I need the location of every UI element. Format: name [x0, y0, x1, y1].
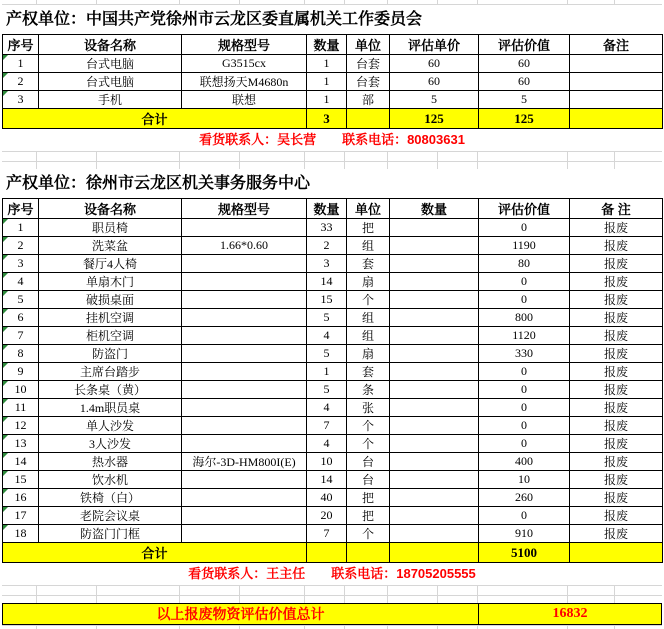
cell: 260: [479, 489, 570, 507]
seq-cell: 17: [3, 507, 39, 525]
header-row: [3, 199, 663, 219]
sheet1-title: 产权单位：中国共产党徐州市云龙区委直属机关工作委员会: [6, 11, 423, 28]
cell: [390, 363, 479, 381]
table-row: [3, 453, 663, 471]
cell: 条: [347, 381, 390, 399]
cell: 20: [307, 507, 347, 525]
total-unit: [347, 109, 390, 129]
cell: 把: [347, 489, 390, 507]
total-unit-price: 125: [390, 109, 479, 129]
cell: 10: [479, 471, 570, 489]
cell: 4: [307, 435, 347, 453]
cell: 扇: [347, 273, 390, 291]
cell: 报废: [570, 345, 663, 363]
cell: 防盗门门框: [39, 525, 182, 543]
cell: [182, 255, 307, 273]
equipment-table-2: [2, 198, 663, 563]
table-row: [3, 525, 663, 543]
seq-cell: 2: [3, 237, 39, 255]
cell: 铁椅（白）: [39, 489, 182, 507]
seq-cell: 1: [3, 55, 39, 73]
cell: 台套: [347, 55, 390, 73]
table-row: [3, 489, 663, 507]
cell: 15: [307, 291, 347, 309]
cell: 长条桌（黄）: [39, 381, 182, 399]
cell: [390, 417, 479, 435]
cell: [390, 453, 479, 471]
seq-cell: 3: [3, 91, 39, 109]
table-row: [3, 219, 663, 237]
total-value: 5100: [479, 543, 570, 563]
column-header: 评估单价: [390, 35, 479, 55]
table-row: [3, 381, 663, 399]
total-qty: [307, 543, 347, 563]
seq-cell: 8: [3, 345, 39, 363]
total-note: [570, 543, 663, 563]
cell: 14: [307, 471, 347, 489]
cell: 报废: [570, 489, 663, 507]
cell: 个: [347, 291, 390, 309]
cell: 60: [479, 55, 570, 73]
cell: 5: [479, 91, 570, 109]
table-row: [3, 345, 663, 363]
cell: 0: [479, 507, 570, 525]
cell: [390, 381, 479, 399]
cell: 把: [347, 507, 390, 525]
table-row: [3, 255, 663, 273]
table-row: [3, 91, 663, 109]
cell: 报废: [570, 507, 663, 525]
column-header: 设备名称: [39, 35, 182, 55]
cell: 洗菜盆: [39, 237, 182, 255]
cell: 80: [479, 255, 570, 273]
table-row: [3, 417, 663, 435]
cell: 报废: [570, 399, 663, 417]
seq-cell: 18: [3, 525, 39, 543]
cell: 台: [347, 453, 390, 471]
cell: 单人沙发: [39, 417, 182, 435]
seq-cell: 11: [3, 399, 39, 417]
cell: 单扇木门: [39, 273, 182, 291]
equipment-table-1: [2, 34, 663, 129]
cell: 33: [307, 219, 347, 237]
table1-header: [3, 35, 663, 55]
total-note: [570, 109, 663, 129]
cell: [390, 489, 479, 507]
cell: 7: [307, 525, 347, 543]
cell: 把: [347, 219, 390, 237]
cell: 套: [347, 255, 390, 273]
column-header: 数量: [390, 199, 479, 219]
table-row: [3, 309, 663, 327]
column-header: 序号: [3, 199, 39, 219]
cell: 热水器: [39, 453, 182, 471]
grid-gap: [2, 151, 662, 169]
cell: 报废: [570, 219, 663, 237]
cell: 台套: [347, 73, 390, 91]
cell: [570, 73, 663, 91]
cell: 0: [479, 435, 570, 453]
seq-cell: 5: [3, 291, 39, 309]
table1-body: [3, 55, 663, 109]
cell: 柜机空调: [39, 327, 182, 345]
cell: 老院会议桌: [39, 507, 182, 525]
cell: [182, 291, 307, 309]
table2-total: [3, 543, 663, 563]
cell: 报废: [570, 435, 663, 453]
cell: 职员椅: [39, 219, 182, 237]
cell: 饮水机: [39, 471, 182, 489]
seq-cell: 10: [3, 381, 39, 399]
cell: [390, 471, 479, 489]
seq-cell: 15: [3, 471, 39, 489]
cell: 0: [479, 219, 570, 237]
cell: 40: [307, 489, 347, 507]
cell: [182, 435, 307, 453]
cell: 400: [479, 453, 570, 471]
cell: 0: [479, 417, 570, 435]
cell: [182, 525, 307, 543]
column-header: 规格型号: [182, 35, 307, 55]
cell: 60: [479, 73, 570, 91]
cell: G3515cx: [182, 55, 307, 73]
cell: [182, 417, 307, 435]
cell: 1: [307, 363, 347, 381]
table-row: [3, 363, 663, 381]
total-qty2: [390, 543, 479, 563]
cell: 4: [307, 327, 347, 345]
cell: 报废: [570, 291, 663, 309]
cell: 个: [347, 435, 390, 453]
cell: 张: [347, 399, 390, 417]
cell: 联想: [182, 91, 307, 109]
table-row: [3, 327, 663, 345]
column-header: 单位: [347, 35, 390, 55]
cell: 1: [307, 73, 347, 91]
cell: 报废: [570, 327, 663, 345]
column-header: 单位: [347, 199, 390, 219]
cell: [390, 219, 479, 237]
contact-line-1: 看货联系人：吴长营 联系电话：80803631: [199, 132, 465, 147]
cell: 海尔-3D-HM800I(E): [182, 453, 307, 471]
cell: 挂机空调: [39, 309, 182, 327]
seq-cell: 3: [3, 255, 39, 273]
cell: 0: [479, 399, 570, 417]
cell: 1: [307, 55, 347, 73]
cell: 报废: [570, 237, 663, 255]
cell: [390, 273, 479, 291]
cell: 5: [307, 345, 347, 363]
seq-cell: 16: [3, 489, 39, 507]
cell: 台式电脑: [39, 73, 182, 91]
cell: [182, 507, 307, 525]
grid-strip-bottom: [2, 625, 662, 629]
total-label: 合计: [3, 543, 307, 563]
cell: 1: [307, 91, 347, 109]
seq-cell: 7: [3, 327, 39, 345]
table-row: [3, 273, 663, 291]
cell: 组: [347, 309, 390, 327]
cell: [390, 345, 479, 363]
cell: [182, 273, 307, 291]
cell: 报废: [570, 309, 663, 327]
table-row: [3, 471, 663, 489]
column-header: 序号: [3, 35, 39, 55]
cell: [182, 381, 307, 399]
cell: [390, 525, 479, 543]
cell: 防盗门: [39, 345, 182, 363]
cell: 0: [479, 381, 570, 399]
grand-total-label: 以上报废物资评估价值总计: [3, 604, 479, 624]
table-row: [3, 237, 663, 255]
table-row: [3, 435, 663, 453]
cell: 2: [307, 237, 347, 255]
cell: [182, 363, 307, 381]
table-row: [3, 55, 663, 73]
seq-cell: 4: [3, 273, 39, 291]
cell: 3: [307, 255, 347, 273]
cell: 破损桌面: [39, 291, 182, 309]
cell: 个: [347, 417, 390, 435]
cell: 3人沙发: [39, 435, 182, 453]
cell: [390, 237, 479, 255]
cell: 5: [390, 91, 479, 109]
cell: 主席台踏步: [39, 363, 182, 381]
cell: 报废: [570, 525, 663, 543]
column-header: 备 注: [570, 199, 663, 219]
cell: 4: [307, 399, 347, 417]
cell: 800: [479, 309, 570, 327]
cell: [182, 309, 307, 327]
cell: 餐厅4人椅: [39, 255, 182, 273]
cell: 1.4m职员桌: [39, 399, 182, 417]
cell: 0: [479, 273, 570, 291]
cell: 手机: [39, 91, 182, 109]
cell: 扇: [347, 345, 390, 363]
cell: 5: [307, 381, 347, 399]
column-header: 评估价值: [479, 199, 570, 219]
column-header: 数量: [307, 35, 347, 55]
column-header: 数量: [307, 199, 347, 219]
sheet2-title: 产权单位：徐州市云龙区机关事务服务中心: [6, 175, 311, 192]
cell: [390, 507, 479, 525]
column-header: 规格型号: [182, 199, 307, 219]
cell: 报废: [570, 471, 663, 489]
cell: 910: [479, 525, 570, 543]
cell: 330: [479, 345, 570, 363]
seq-cell: 12: [3, 417, 39, 435]
table1-total: [3, 109, 663, 129]
cell: 报废: [570, 363, 663, 381]
cell: 60: [390, 73, 479, 91]
grand-total-value: 16832: [552, 606, 588, 621]
contact-line-2: 看货联系人：王主任 联系电话：18705205555: [188, 566, 476, 581]
column-header: 备注: [570, 35, 663, 55]
total-value: 125: [479, 109, 570, 129]
cell: [390, 255, 479, 273]
total-unit: [347, 543, 390, 563]
cell: 1.66*0.60: [182, 237, 307, 255]
cell: 10: [307, 453, 347, 471]
total-qty: 3: [307, 109, 347, 129]
seq-cell: 1: [3, 219, 39, 237]
table-row: [3, 73, 663, 91]
seq-cell: 13: [3, 435, 39, 453]
cell: 组: [347, 237, 390, 255]
cell: [182, 399, 307, 417]
cell: 台: [347, 471, 390, 489]
cell: [390, 327, 479, 345]
cell: [182, 345, 307, 363]
cell: [390, 435, 479, 453]
cell: 套: [347, 363, 390, 381]
cell: 5: [307, 309, 347, 327]
cell: [182, 471, 307, 489]
cell: [390, 309, 479, 327]
table2-header: [3, 199, 663, 219]
cell: 1190: [479, 237, 570, 255]
total-row: [3, 543, 663, 563]
seq-cell: 14: [3, 453, 39, 471]
cell: [390, 399, 479, 417]
table2-body: [3, 219, 663, 543]
cell: [570, 91, 663, 109]
seq-cell: 6: [3, 309, 39, 327]
column-header: 评估价值: [479, 35, 570, 55]
table-row: [3, 291, 663, 309]
cell: 14: [307, 273, 347, 291]
cell: 部: [347, 91, 390, 109]
cell: [182, 219, 307, 237]
cell: [182, 327, 307, 345]
cell: 台式电脑: [39, 55, 182, 73]
cell: 报废: [570, 255, 663, 273]
grand-total-row: [2, 603, 662, 625]
cell: [390, 291, 479, 309]
cell: 报废: [570, 381, 663, 399]
cell: [570, 55, 663, 73]
table-row: [3, 399, 663, 417]
seq-cell: 2: [3, 73, 39, 91]
cell: 0: [479, 363, 570, 381]
cell: 报废: [570, 273, 663, 291]
cell: 60: [390, 55, 479, 73]
cell: 1120: [479, 327, 570, 345]
cell: 组: [347, 327, 390, 345]
column-header: 设备名称: [39, 199, 182, 219]
cell: 报废: [570, 453, 663, 471]
cell: 联想扬天M4680n: [182, 73, 307, 91]
total-row: [3, 109, 663, 129]
cell: 报废: [570, 417, 663, 435]
total-label: 合计: [3, 109, 307, 129]
cell: 7: [307, 417, 347, 435]
cell: [182, 489, 307, 507]
grid-gap-2: [2, 585, 662, 603]
cell: 个: [347, 525, 390, 543]
cell: 0: [479, 291, 570, 309]
seq-cell: 9: [3, 363, 39, 381]
header-row: [3, 35, 663, 55]
table-row: [3, 507, 663, 525]
